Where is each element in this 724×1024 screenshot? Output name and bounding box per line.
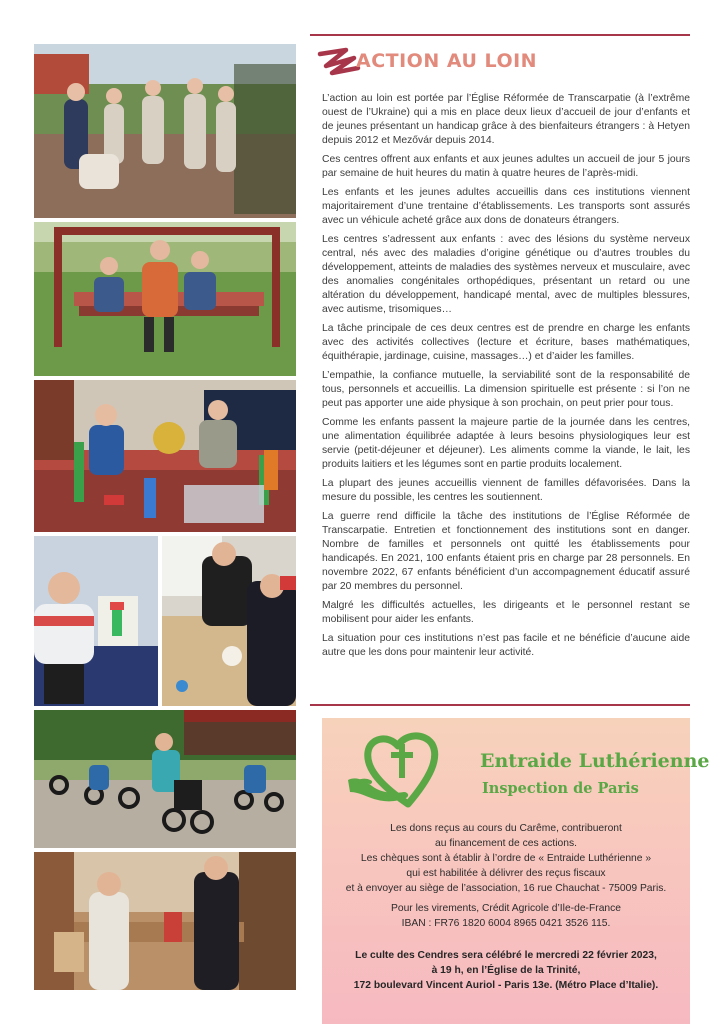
entraide-logo <box>346 730 710 810</box>
article-paragraph: La situation pour ces institutions n’est pas facile et ne bénéficie d’aucune aide autre que les dons pour maintenir leur activité. <box>322 633 690 658</box>
photo-playroom <box>34 380 296 532</box>
article-paragraph: Ces centres offrent aux enfants et aux jeunes adultes un accueil de jour 5 jours par semaine de huit heures du matin à quatre heures de l’après-midi. <box>322 154 690 179</box>
donation-line: au financement de ces actions. <box>435 838 577 849</box>
worship-line: 172 boulevard Vincent Auriol - Paris 13e. (Métro Place d’Italie). <box>353 980 659 991</box>
donation-box <box>322 718 710 1024</box>
article-paragraph: L’empathie, la confiance mutuelle, la serviabilité sont de la responsabilité de tous, personnels et accueillis. La dimension spirituelle est présente : si l’on ne peut pas apporter une aide physique à son prochain, on peut prier pour tous. <box>322 370 690 409</box>
donation-line: qui est habilitée à délivrer des reçus fiscaux <box>406 868 606 879</box>
photo-workshop <box>34 852 296 990</box>
article-paragraph: La guerre rend difficile la tâche des institutions de l’Église Réformée de Transcarpatie. Entretien et fonctionnement des institutions sont en danger. Nombre de familles et personnels ont quitté les établissements pour handicapés. En 2021, 100 enfants étaient pris en charge par 28 personnels. En novembre 2022, 67 enfants bénéficient d’un accompagnement éducatif assuré par 20 membres du personnel. <box>322 511 690 592</box>
worship-line: à 19 h, en l’Église de la Trinité, <box>431 965 581 976</box>
photo-group-outdoor <box>34 44 296 218</box>
photo-boy-drawing <box>34 536 158 706</box>
donation-info <box>322 821 690 896</box>
article-paragraph: La tâche principale de ces deux centres est de prendre en charge les enfants avec des activités collectives (lecture et écriture, bases mathématiques, équithérapie, jardinage, cuisine, massages…) et d’aider les familles. <box>322 323 690 362</box>
photo-cooking <box>162 536 296 706</box>
donation-line: et à envoyer au siège de l’association, 16 rue Chauchat - 75009 Paris. <box>345 883 667 894</box>
header-rule <box>310 34 690 36</box>
article-paragraph: Les centres s’adressent aux enfants : avec des lésions du système nerveux central, nés avec des maladies d’origine génétique ou d’autres troubles du développement, atteints de maladies des systèmes nerveux et musculaire, avec des anomalies congénitales orthopédiques, présentant un retard ou une altération du développement, handicapé mental, avec de multiples blessures, avec autisme, trisomiques… <box>322 234 690 315</box>
section-header <box>316 44 690 78</box>
photo-swing <box>34 222 296 376</box>
iban-line: IBAN : FR76 1820 6004 8965 0421 3526 115. <box>401 918 611 929</box>
article-body <box>322 92 690 665</box>
article-paragraph: Comme les enfants passent la majeure partie de la journée dans les centres, une alimentation équilibrée adaptée à leurs besoins physiologiques leur est servie (petit-déjeuner et déjeuner). Les aliments comme la viande, le lait, les produits laitiers et les légumes sont en partie produits localement. <box>322 417 690 470</box>
transfer-line: Pour les virements, Crédit Agricole d’Ile-de-France <box>390 903 622 914</box>
worship-line: Le culte des Cendres sera célébré le mercredi 22 février 2023, <box>355 950 657 961</box>
article-paragraph: Malgré les difficultés actuelles, les dirigeants et le personnel restant se mobilisent pour aider les enfants. <box>322 600 690 625</box>
logo-subtitle: Inspection de Paris <box>482 780 639 797</box>
section-title: ACTION AU LOIN <box>356 50 538 72</box>
worship-announcement <box>322 948 690 993</box>
donation-line: Les dons reçus au cours du Carême, contribueront <box>390 823 622 834</box>
article-paragraph: L’action au loin est portée par l’Église Réformée de Transcarpatie (à l’extrême ouest de l’Ukraine) qui a mis en place deux lieux d’accueil de jour d’enfants et de jeunes présentant un handicap grâce à des bienfaiteurs étrangers : à Hetyen depuis 2012 et Mezővár depuis 2014. <box>322 93 690 146</box>
article-paragraph: Les enfants et les jeunes adultes accueillis dans ces institutions viennent majoritairement d’une trentaine d’établissements. Les transports sont assurés avec un véhicule acheté grâce aux dons de donateurs étrangers. <box>322 187 690 226</box>
donation-line: Les chèques sont à établir à l’ordre de « Entraide Luthérienne » <box>360 853 652 864</box>
box-rule <box>310 704 690 706</box>
article-paragraph: La plupart des jeunes accueillis viennent de familles défavorisées. Dans la mesure du possible, les centres les soutiennent. <box>322 478 690 503</box>
logo-title: Entraide Luthérienne <box>480 750 710 772</box>
photo-bikes <box>34 710 296 848</box>
transfer-info <box>322 901 690 931</box>
heart-cross-hand-icon <box>346 730 476 810</box>
